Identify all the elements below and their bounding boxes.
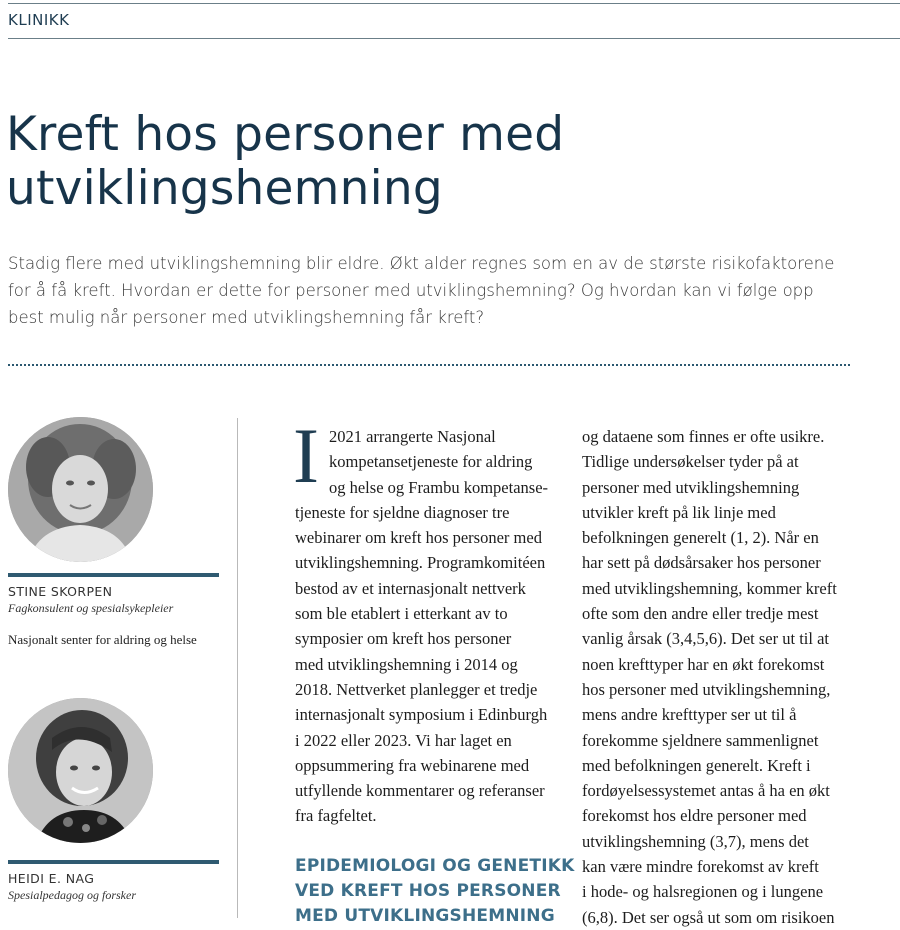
body-line: personer med utviklingshemning: [582, 477, 800, 497]
author-photo-heidi-nag: [8, 698, 153, 843]
header-rule: [8, 38, 900, 39]
author-role: Spesialpedagog og forsker: [8, 888, 136, 902]
body-line: utvikler kreft på lik linje med: [582, 502, 776, 522]
body-line: vanlig årsak (3,4,5,6). Det ser ut til at: [582, 629, 829, 649]
body-line: fordøyelsessystemet antas å ha en økt: [582, 781, 830, 801]
body-line: og dataene som finnes er ofte usikre.: [582, 427, 825, 446]
body-line: kan være mindre forekomst av kreft: [582, 857, 819, 877]
body-column-1: [293, 412, 565, 829]
body-line: har sett på dødsårsaker hos personer: [582, 553, 821, 573]
body-line: og helse og Frambu kompetanse-: [328, 477, 549, 497]
section-heading-line: VED KREFT HOS PERSONER: [295, 881, 561, 901]
body-line: kompetansetjeneste for aldring: [328, 452, 533, 472]
body-line: bestod av et internasjonalt nettverk: [295, 578, 526, 598]
body-line: tjeneste for sjeldne diagnoser tre: [295, 502, 510, 522]
author-bar: [8, 573, 219, 577]
lead-line: Stadig flere med utviklingshemning blir eldre. Økt alder regnes som en av de største risikofaktorene: [8, 254, 835, 273]
body-line: med utviklingshemning, kommer kreft: [582, 578, 837, 598]
body-line: i 2022 eller 2023. Vi har laget en: [295, 730, 512, 750]
section-heading-line: EPIDEMIOLOGI OG GENETIKK: [295, 856, 575, 876]
article-lead: [8, 250, 848, 331]
drop-cap: I: [293, 412, 319, 499]
author-photo-stine-skorpen: [8, 417, 153, 562]
author-role: Fagkonsulent og spesialsykepleier: [8, 601, 174, 615]
body-line: med utviklingshemning i 2014 og: [295, 654, 518, 674]
body-line: som ble etablert i etterkant av to: [295, 604, 508, 624]
author-name: HEIDI E. NAG: [8, 871, 95, 886]
column-divider: [237, 418, 238, 918]
author-bar: [8, 860, 219, 864]
author-name: STINE SKORPEN: [8, 584, 113, 599]
article-title-line: utviklingshemning: [6, 161, 443, 216]
body-line: forekomme sjeldnere sammenlignet: [582, 730, 819, 750]
body-line: ofte som den andre eller tredje mest: [582, 604, 819, 624]
column-text: [293, 412, 565, 829]
body-line: fra fagfeltet.: [295, 806, 377, 826]
body-line: oppsummering fra webinarene med: [295, 755, 530, 775]
body-line: noen krefttyper har en økt forekomst: [582, 654, 825, 674]
body-line: webinarer om kreft hos personer med: [295, 528, 542, 548]
section-label: KLINIKK: [8, 11, 70, 29]
body-line: utviklingshemning (3,7), mens det: [582, 831, 809, 851]
column-text: [582, 424, 872, 930]
body-line: internasjonalt symposium i Edinburgh: [295, 705, 548, 725]
body-line: med befolkningen generelt. Kreft i: [582, 755, 811, 775]
body-column-2: [582, 424, 872, 930]
body-line: (6,8). Det ser også ut som om risikoen: [582, 907, 835, 927]
body-line: Tidlige undersøkelser tyder på at: [582, 452, 799, 472]
article-title: [6, 108, 564, 216]
top-rule: [8, 3, 900, 4]
body-line: utviklingshemning. Programkomitéen: [295, 553, 546, 573]
body-line: symposier om kreft hos personer: [295, 629, 512, 649]
body-line: i hode- og halsregionen og i lungene: [582, 882, 824, 902]
body-line: 2021 arrangerte Nasjonal: [328, 427, 496, 446]
dotted-divider: [8, 364, 850, 366]
lead-line: best mulig når personer med utviklingshemning får kreft?: [8, 308, 485, 327]
lead-line: for å få kreft. Hvordan er dette for personer med utviklingshemning? Og hvordan kan vi følge opp: [8, 281, 814, 300]
author-organization: Nasjonalt senter for aldring og helse: [8, 632, 197, 647]
article-title-line: Kreft hos personer med: [6, 107, 565, 162]
body-line: 2018. Nettverket planlegger et tredje: [295, 679, 538, 699]
body-line: befolkningen generelt (1, 2). Når en: [582, 528, 819, 548]
body-line: hos personer med utviklingshemning,: [582, 679, 831, 699]
section-heading-line: MED UTVIKLINGSHEMNING: [295, 906, 555, 926]
body-line: utfyllende kommentarer og referanser: [295, 781, 545, 801]
body-line: mens andre krefttyper ser ut til å: [582, 705, 797, 725]
body-line: forekomst hos eldre personer med: [582, 806, 807, 826]
